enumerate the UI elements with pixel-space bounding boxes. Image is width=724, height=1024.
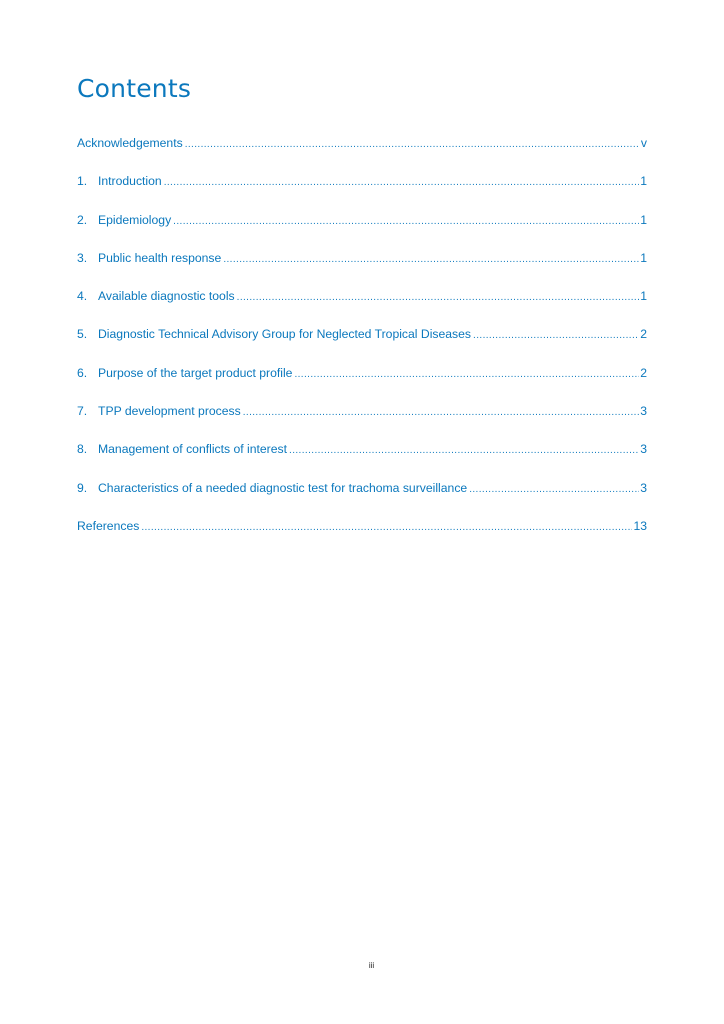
toc-leader-dots (473, 326, 639, 345)
toc-entry-page: 1 (640, 212, 647, 227)
toc-leader-dots (164, 173, 640, 192)
toc-entry-acknowledgements[interactable] (77, 134, 647, 153)
toc-entry-public-health-response[interactable] (77, 249, 647, 268)
toc-leader-dots (469, 480, 639, 499)
toc-entry-label: TPP development process (98, 404, 241, 419)
toc-leader-dots (185, 135, 640, 154)
toc-entry-number: 8. (77, 442, 88, 457)
toc-entry-number: 9. (77, 480, 88, 495)
toc-entry-label: Management of conflicts of interest (98, 442, 288, 457)
toc-entry-page: 3 (640, 404, 647, 419)
toc-entry-diagnostic-advisory-group[interactable] (77, 325, 647, 344)
table-of-contents (77, 134, 647, 555)
toc-entry-conflicts-of-interest[interactable] (77, 440, 647, 459)
toc-entry-label: Available diagnostic tools (98, 289, 235, 304)
toc-entry-label: Characteristics of a needed diagnostic test for trachoma surveillance (98, 480, 468, 495)
toc-entry-page: 2 (640, 365, 647, 380)
toc-entry-tpp-development-process[interactable] (77, 402, 647, 421)
toc-entry-number: 1. (77, 174, 88, 189)
toc-entry-page: 3 (640, 480, 647, 495)
toc-leader-dots (294, 365, 639, 384)
toc-entry-label: Epidemiology (98, 212, 172, 227)
toc-leader-dots (173, 212, 639, 231)
toc-entry-label: Introduction (98, 174, 162, 189)
toc-entry-number: 4. (77, 289, 88, 304)
toc-entry-label: Acknowledgements (77, 136, 183, 150)
toc-leader-dots (237, 288, 640, 307)
toc-entry-number: 6. (77, 365, 88, 380)
toc-entry-label: Diagnostic Technical Advisory Group for Neglected Tropical Diseases (98, 327, 472, 342)
toc-entry-characteristics[interactable] (77, 479, 647, 498)
toc-entry-page: 2 (640, 327, 647, 342)
toc-entry-references[interactable] (77, 517, 647, 536)
toc-entry-page: v (640, 136, 647, 150)
toc-entry-number: 2. (77, 212, 88, 227)
toc-leader-dots (223, 250, 639, 269)
toc-entry-page: 1 (640, 289, 647, 304)
toc-entry-page: 13 (633, 518, 647, 533)
page-number: iii (368, 961, 375, 970)
toc-entry-introduction[interactable] (77, 172, 647, 191)
toc-entry-label: Public health response (98, 250, 222, 265)
toc-entry-label: References (77, 518, 140, 533)
toc-leader-dots (243, 403, 640, 422)
toc-entry-available-diagnostic-tools[interactable] (77, 287, 647, 306)
toc-leader-dots (289, 441, 639, 460)
page-title: Contents (77, 74, 192, 103)
toc-entry-number: 3. (77, 250, 88, 265)
toc-entry-epidemiology[interactable] (77, 211, 647, 230)
toc-leader-dots (141, 518, 632, 537)
toc-entry-number: 7. (77, 404, 88, 419)
toc-entry-page: 1 (640, 250, 647, 265)
toc-entry-page: 3 (640, 442, 647, 457)
toc-entry-page: 1 (640, 174, 647, 189)
toc-entry-label: Purpose of the target product profile (98, 365, 293, 380)
toc-entry-number: 5. (77, 327, 88, 342)
toc-entry-purpose-of-tpp[interactable] (77, 364, 647, 383)
